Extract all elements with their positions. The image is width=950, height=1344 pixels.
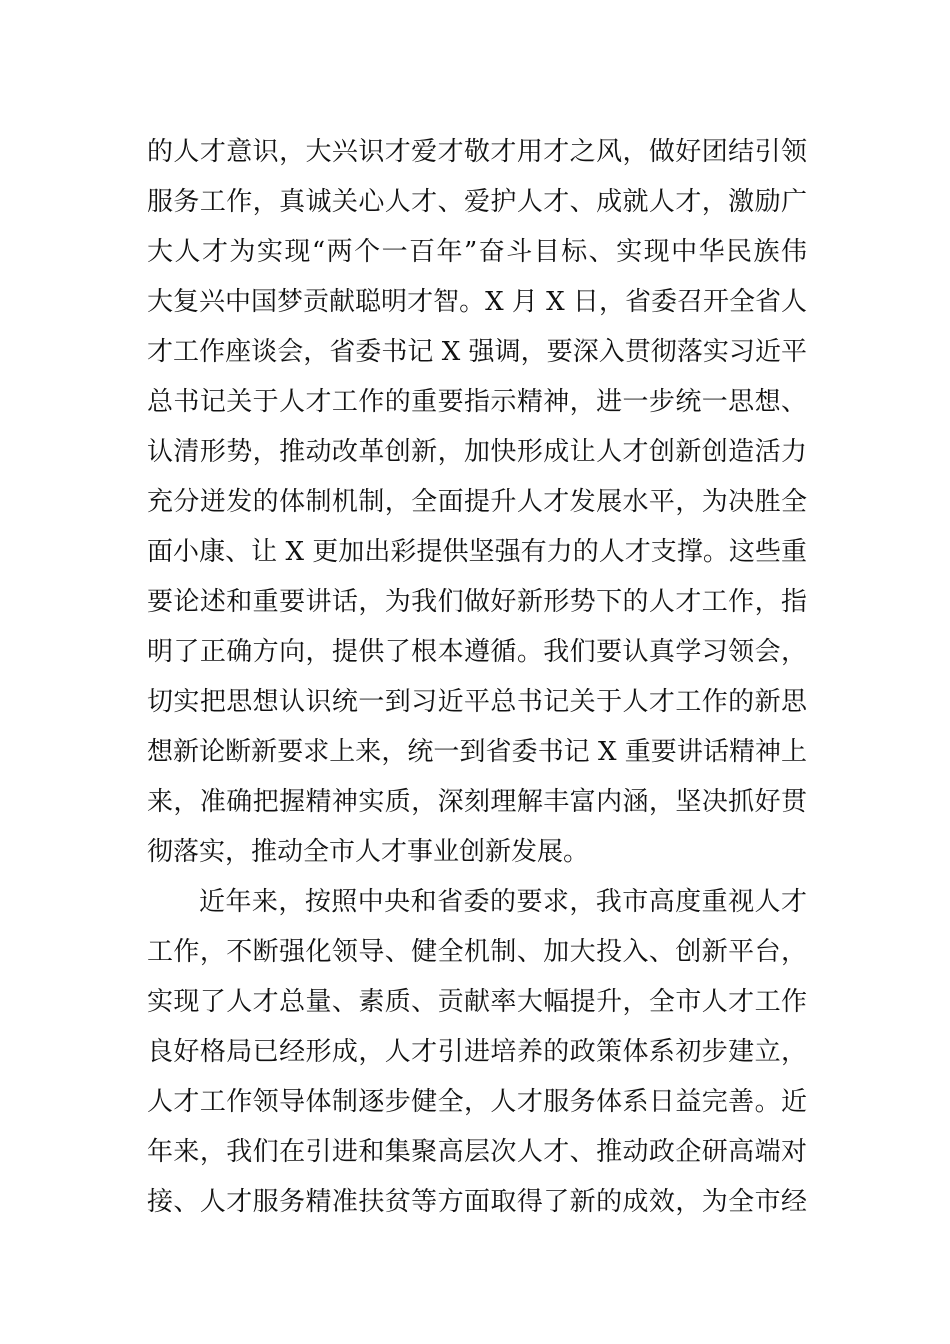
text-line: 总书记关于人才工作的重要指示精神，进一步统一思想、 — [147, 387, 807, 417]
text-line: 明了正确方向，提供了根本遵循。我们要认真学习领会， — [147, 637, 807, 667]
text-line: 大人才为实现“两个一百年”奋斗目标、实现中华民族伟 — [147, 237, 807, 267]
text-line: 面小康、让 X 更加出彩提供坚强有力的人才支撑。这些重 — [147, 537, 807, 567]
text-line: 要论述和重要讲话，为我们做好新形势下的人才工作，指 — [147, 587, 807, 617]
text-line: 来，准确把握精神实质，深刻理解丰富内涵，坚决抓好贯 — [147, 787, 807, 817]
text-line: 服务工作，真诚关心人才、爱护人才、成就人才，激励广 — [147, 187, 807, 217]
text-line: 年来，我们在引进和集聚高层次人才、推动政企研高端对 — [147, 1137, 807, 1167]
text-line: 才工作座谈会，省委书记 X 强调，要深入贯彻落实习近平 — [147, 337, 807, 367]
text-line: 的人才意识，大兴识才爱才敬才用才之风，做好团结引领 — [147, 137, 807, 167]
text-line: 充分迸发的体制机制，全面提升人才发展水平，为决胜全 — [147, 487, 807, 517]
text-line: 大复兴中国梦贡献聪明才智。X 月 X 日，省委召开全省人 — [147, 287, 807, 317]
text-line: 彻落实，推动全市人才事业创新发展。 — [147, 837, 590, 867]
text-line: 人才工作领导体制逐步健全，人才服务体系日益完善。近 — [147, 1087, 807, 1117]
text-line: 接、人才服务精准扶贫等方面取得了新的成效，为全市经 — [147, 1187, 807, 1217]
text-line: 认清形势，推动改革创新，加快形成让人才创新创造活力 — [147, 437, 807, 467]
text-line: 实现了人才总量、素质、贡献率大幅提升，全市人才工作 — [147, 987, 807, 1017]
text-line: 良好格局已经形成，人才引进培养的政策体系初步建立， — [147, 1037, 807, 1067]
text-line: 切实把思想认识统一到习近平总书记关于人才工作的新思 — [147, 687, 807, 717]
text-line: 工作，不断强化领导、健全机制、加大投入、创新平台， — [147, 937, 807, 967]
text-line: 想新论断新要求上来，统一到省委书记 X 重要讲话精神上 — [147, 737, 807, 767]
paragraph-first-line: 近年来，按照中央和省委的要求，我市高度重视人才 — [199, 887, 807, 917]
